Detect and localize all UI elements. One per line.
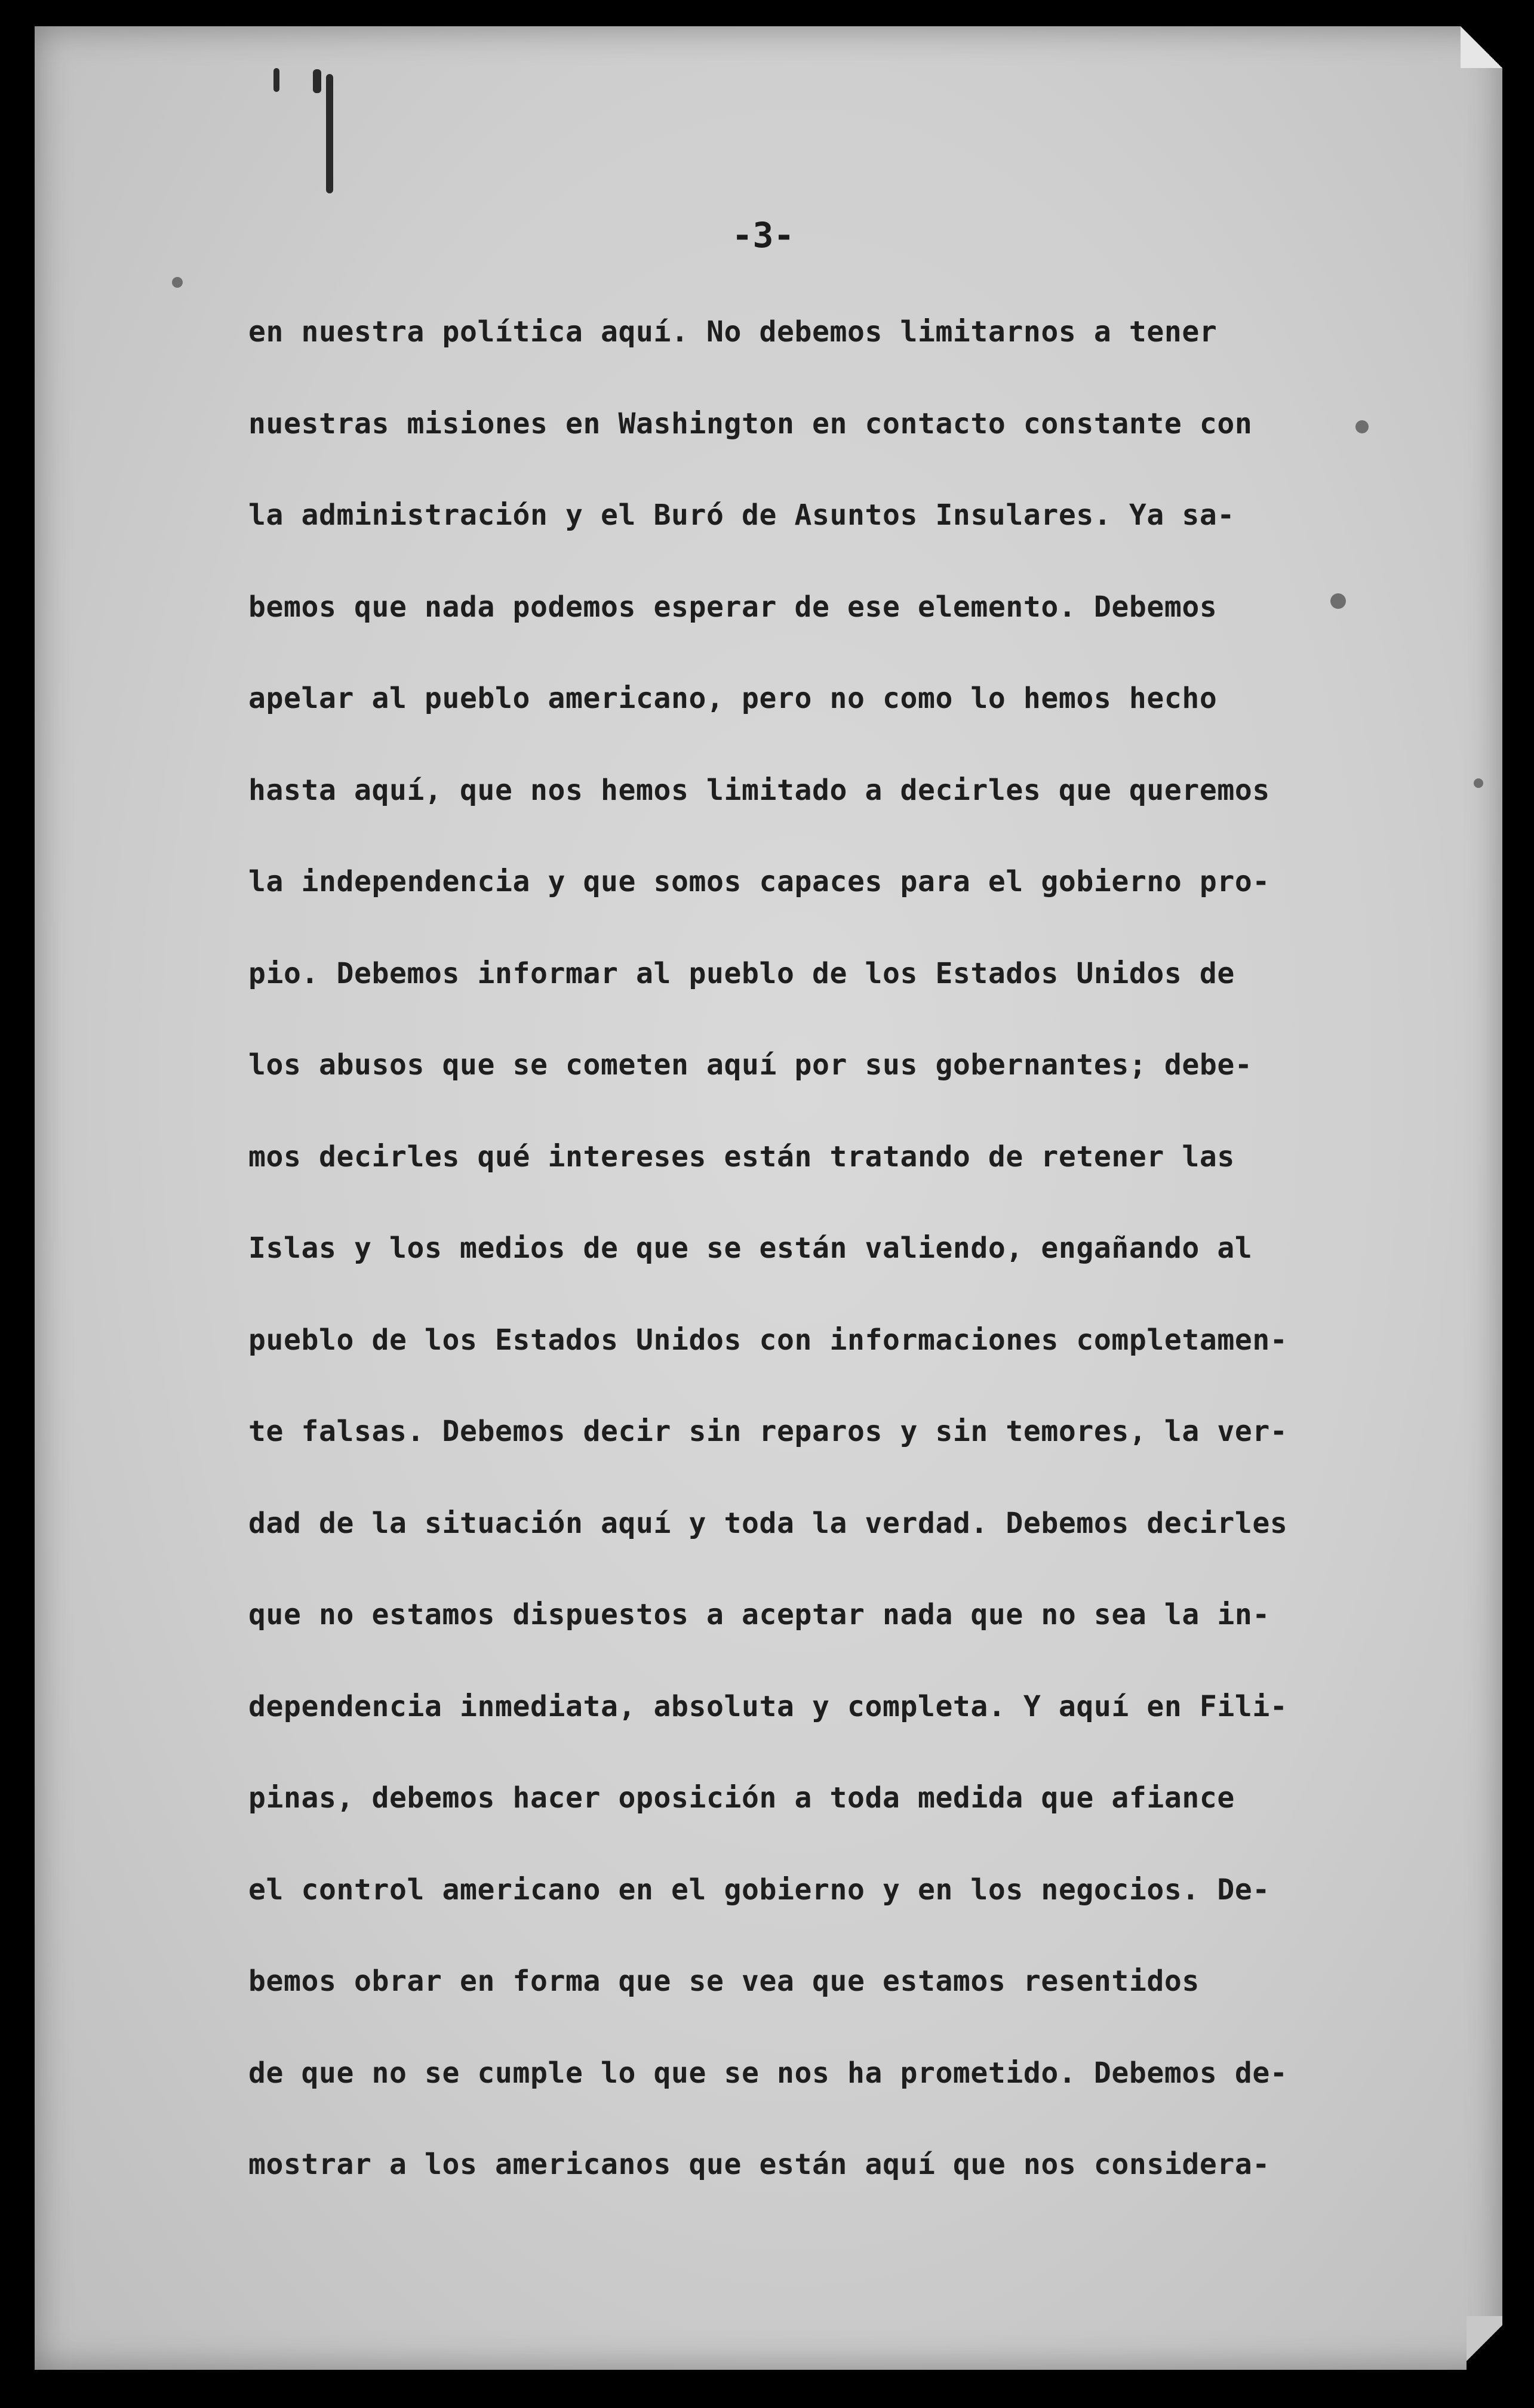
binding-hole-mark	[273, 68, 279, 92]
text-line: pueblo de los Estados Unidos con informaciones completamen-	[248, 1323, 1288, 1357]
text-line: bemos que nada podemos esperar de ese elemento. Debemos	[248, 590, 1218, 624]
text-line: el control americano en el gobierno y en los negocios. De-	[248, 1873, 1270, 1907]
text-line: los abusos que se cometen aquí por sus gobernantes; debe-	[248, 1048, 1253, 1082]
folded-corner-top-right	[1461, 26, 1502, 68]
text-line: la administración y el Buró de Asuntos Insulares. Ya sa-	[248, 498, 1235, 532]
text-line: pio. Debemos informar al pueblo de los Estados Unidos de	[248, 956, 1235, 990]
text-line: bemos obrar en forma que se vea que estamos resentidos	[248, 1964, 1200, 1998]
page-number: -3-	[731, 215, 795, 255]
text-line: mostrar a los americanos que están aquí que nos considera-	[248, 2148, 1270, 2181]
text-line: mos decirles qué intereses están tratando de retener las	[248, 1140, 1235, 1174]
text-line: dad de la situación aquí y toda la verdad. Debemos decirles	[248, 1506, 1288, 1540]
text-line: dependencia inmediata, absoluta y completa. Y aquí en Fili-	[248, 1689, 1288, 1723]
text-line: nuestras misiones en Washington en contacto constante con	[248, 407, 1253, 441]
text-line: te falsas. Debemos decir sin reparos y sin temores, la ver-	[248, 1415, 1288, 1448]
paper-speck	[1474, 778, 1483, 788]
binding-hole-mark	[313, 69, 321, 93]
paper-speck	[172, 277, 183, 288]
text-line: pinas, debemos hacer oposición a toda medida que afiance	[248, 1781, 1235, 1815]
text-line: de que no se cumple lo que se nos ha prometido. Debemos de-	[248, 2056, 1288, 2090]
text-line: hasta aquí, que nos hemos limitado a decirles que queremos	[248, 773, 1270, 807]
binding-staple-mark	[326, 74, 333, 193]
text-line: en nuestra política aquí. No debemos limitarnos a tener	[248, 315, 1218, 349]
text-line: Islas y los medios de que se están valiendo, engañando al	[248, 1231, 1253, 1265]
text-line: apelar al pueblo americano, pero no como lo hemos hecho	[248, 682, 1218, 715]
text-line: que no estamos dispuestos a aceptar nada que no sea la in-	[248, 1598, 1270, 1631]
typewritten-body	[248, 287, 1395, 2211]
folded-corner-bottom-right	[1467, 2316, 1502, 2370]
text-line: la independencia y que somos capaces para el gobierno pro-	[248, 865, 1270, 898]
